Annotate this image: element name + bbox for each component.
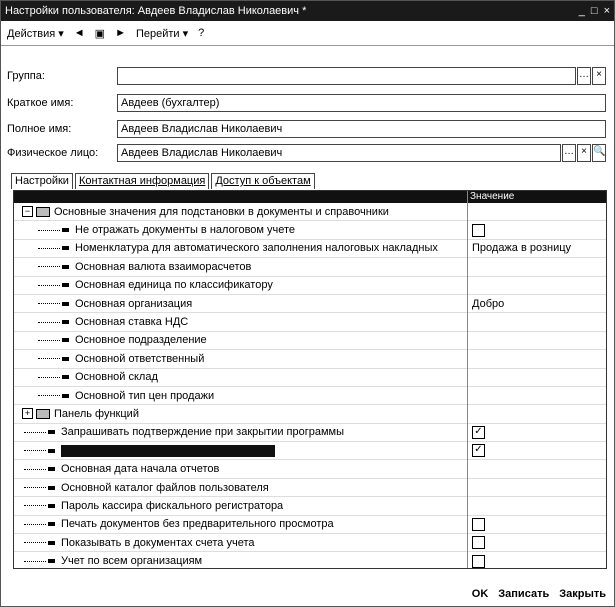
item-marker-icon xyxy=(48,430,55,434)
row-value-cell[interactable] xyxy=(470,552,485,569)
row-label-cell xyxy=(24,552,202,569)
tree-line xyxy=(24,542,46,543)
tab-bar xyxy=(11,173,317,189)
row-label-cell xyxy=(38,387,214,404)
row-label: Основная организация xyxy=(75,297,193,310)
tree-line xyxy=(38,266,60,267)
row-value-cell[interactable] xyxy=(470,479,472,496)
open-icon[interactable]: 🔍 xyxy=(592,144,606,162)
row-value-cell[interactable] xyxy=(470,258,472,275)
checkbox[interactable] xyxy=(472,555,485,568)
row-label xyxy=(61,445,275,457)
row-label: Не отражать документы в налоговом учете xyxy=(75,224,296,237)
short-name-label: Краткое имя: xyxy=(7,97,74,109)
row-label-cell xyxy=(24,442,275,459)
person-label: Физическое лицо: xyxy=(7,147,99,159)
table-row[interactable] xyxy=(14,516,606,534)
tree-line xyxy=(24,487,46,488)
tree-line xyxy=(38,358,60,359)
row-label: Основной склад xyxy=(75,371,158,384)
column-separator xyxy=(467,191,468,568)
tree-line xyxy=(38,285,60,286)
row-label-cell xyxy=(24,534,255,551)
grid-header xyxy=(14,191,606,203)
item-marker-icon xyxy=(48,449,55,453)
row-label-cell xyxy=(24,479,269,496)
maximize-button[interactable]: □ xyxy=(590,5,598,17)
row-value-cell[interactable] xyxy=(470,313,472,330)
table-row[interactable] xyxy=(14,295,606,313)
forward-icon[interactable]: ► xyxy=(115,27,126,39)
select-button[interactable]: … xyxy=(577,67,591,85)
title-bar xyxy=(1,1,614,21)
row-value-cell[interactable] xyxy=(470,350,472,367)
clear-icon[interactable]: × xyxy=(592,67,606,85)
row-label-cell xyxy=(22,405,139,422)
item-marker-icon xyxy=(62,394,69,398)
tree-group-row[interactable] xyxy=(14,203,606,221)
short-name-row xyxy=(7,94,606,112)
item-marker-icon xyxy=(62,265,69,269)
row-label: Основные значения для подстановки в документы и справочники xyxy=(54,205,389,218)
row-value-cell[interactable] xyxy=(470,203,472,220)
item-marker-icon xyxy=(62,228,69,232)
table-row[interactable] xyxy=(14,460,606,478)
settings-grid[interactable] xyxy=(13,190,607,569)
tree-group-row[interactable] xyxy=(14,405,606,423)
save-button[interactable]: Записать xyxy=(498,588,550,600)
back-icon[interactable]: ◄ xyxy=(73,27,85,39)
row-label: Основная валюта взаиморасчетов xyxy=(75,260,252,273)
row-value-cell[interactable] xyxy=(470,516,485,533)
tab-settings[interactable]: Настройки xyxy=(11,173,73,189)
tab-object-access[interactable]: Доступ к объектам xyxy=(211,173,314,189)
row-label-cell xyxy=(38,258,251,275)
row-label: Пароль кассира фискального регистратора xyxy=(61,499,284,512)
help-button[interactable]: ? xyxy=(198,27,205,39)
row-value-cell[interactable] xyxy=(470,295,504,312)
row-value-cell[interactable] xyxy=(470,442,485,459)
minimize-button[interactable]: _ xyxy=(578,5,585,17)
row-label: Основное подразделение xyxy=(75,334,207,347)
row-value-cell[interactable] xyxy=(470,405,472,422)
group-label: Группа: xyxy=(7,70,45,82)
item-marker-icon xyxy=(62,375,69,379)
table-row[interactable] xyxy=(14,313,606,331)
row-value-cell[interactable] xyxy=(470,534,485,551)
row-label-cell xyxy=(24,497,283,514)
tree-line xyxy=(38,340,60,341)
row-label: Панель функций xyxy=(54,407,139,420)
row-value-cell[interactable] xyxy=(470,460,472,477)
checkbox[interactable]: ✓ xyxy=(472,444,485,457)
checkbox[interactable]: ✓ xyxy=(472,426,485,439)
short-name-input[interactable]: Авдеев (бухгалтер) xyxy=(117,94,606,112)
table-row[interactable] xyxy=(14,221,606,239)
item-marker-icon xyxy=(48,467,55,471)
row-label: Основной ответственный xyxy=(75,352,205,365)
table-row[interactable] xyxy=(14,552,606,569)
group-row xyxy=(7,67,606,85)
item-marker-icon xyxy=(48,486,55,490)
folder-icon xyxy=(36,409,50,419)
row-value-cell[interactable] xyxy=(470,277,472,294)
close-button[interactable]: Закрыть xyxy=(559,588,606,600)
full-name-row xyxy=(7,120,606,138)
filter-icon[interactable]: ▣ xyxy=(94,27,106,40)
row-label-cell xyxy=(38,277,273,294)
row-label: Основная единица по классификатору xyxy=(75,279,273,292)
item-marker-icon xyxy=(62,357,69,361)
person-input[interactable]: Авдеев Владислав Николаевич xyxy=(117,144,561,162)
table-row[interactable] xyxy=(14,277,606,295)
row-value: Продажа в розницу xyxy=(472,242,572,255)
row-label-cell xyxy=(22,203,389,220)
go-menu[interactable]: Перейти ▾ xyxy=(135,27,189,40)
window-title: Настройки пользователя: Авдеев Владислав Николаевич * xyxy=(5,5,307,17)
tree-line xyxy=(38,322,60,323)
row-label-cell xyxy=(38,295,192,312)
item-marker-icon xyxy=(62,246,69,250)
person-row xyxy=(7,144,606,162)
row-label-cell xyxy=(38,240,438,257)
row-value-cell[interactable] xyxy=(470,497,472,514)
item-marker-icon xyxy=(62,320,69,324)
row-value: Добро xyxy=(472,297,505,310)
row-label-cell xyxy=(38,313,188,330)
checkbox[interactable] xyxy=(472,518,485,531)
row-value-cell[interactable] xyxy=(470,332,472,349)
full-name-label: Полное имя: xyxy=(7,123,72,135)
tree-line xyxy=(38,248,60,249)
footer-buttons xyxy=(472,588,606,600)
row-label: Печать документов без предварительного просмотра xyxy=(61,518,334,531)
expand-toggle-icon[interactable]: − xyxy=(22,206,33,217)
tree-line xyxy=(24,432,46,433)
tree-line xyxy=(24,505,46,506)
item-marker-icon xyxy=(48,541,55,545)
row-label: Учет по всем организациям xyxy=(61,555,203,568)
table-row[interactable] xyxy=(14,350,606,368)
row-value-cell[interactable] xyxy=(470,387,472,404)
row-label-cell xyxy=(24,460,219,477)
item-marker-icon xyxy=(62,338,69,342)
row-label: Основной каталог файлов пользователя xyxy=(61,481,269,494)
row-label: Основная дата начала отчетов xyxy=(61,463,220,476)
tree-line xyxy=(38,377,60,378)
row-label-cell xyxy=(38,332,207,349)
checkbox[interactable] xyxy=(472,224,485,237)
row-value-cell[interactable] xyxy=(470,369,472,386)
item-marker-icon xyxy=(48,522,55,526)
table-row[interactable] xyxy=(14,369,606,387)
ok-button[interactable]: OK xyxy=(471,588,489,600)
clear-icon[interactable]: × xyxy=(577,144,591,162)
select-button[interactable]: … xyxy=(562,144,576,162)
tree-line xyxy=(24,469,46,470)
table-row[interactable] xyxy=(14,387,606,405)
group-input[interactable] xyxy=(117,67,576,85)
full-name-input[interactable]: Авдеев Владислав Николаевич xyxy=(117,120,606,138)
row-label: Запрашивать подтверждение при закрытии программы xyxy=(61,426,345,439)
row-label-cell xyxy=(38,350,204,367)
close-window-button[interactable]: × xyxy=(603,5,610,17)
row-label: Основной тип цен продажи xyxy=(75,389,215,402)
table-row[interactable] xyxy=(14,534,606,552)
item-marker-icon xyxy=(48,559,55,563)
checkbox[interactable] xyxy=(472,536,485,549)
table-row[interactable] xyxy=(14,442,606,460)
table-row[interactable] xyxy=(14,258,606,276)
row-label: Основная ставка НДС xyxy=(75,316,189,329)
row-label-cell xyxy=(38,369,158,386)
value-column-header: Значение xyxy=(470,191,515,202)
tree-line xyxy=(24,524,46,525)
row-label-cell xyxy=(38,221,295,238)
grid-body xyxy=(14,203,606,569)
item-marker-icon xyxy=(62,302,69,306)
expand-toggle-icon[interactable]: + xyxy=(22,408,33,419)
row-label: Показывать в документах счета учета xyxy=(61,536,255,549)
folder-icon xyxy=(36,207,50,217)
row-value-cell[interactable] xyxy=(470,424,485,441)
row-label-cell xyxy=(24,516,334,533)
table-row[interactable] xyxy=(14,424,606,442)
tree-line xyxy=(38,230,60,231)
table-row[interactable] xyxy=(14,332,606,350)
row-label-cell xyxy=(24,424,344,441)
tree-line xyxy=(38,395,60,396)
item-marker-icon xyxy=(62,283,69,287)
tree-line xyxy=(24,561,46,562)
row-value-cell[interactable] xyxy=(470,240,571,257)
tree-line xyxy=(24,450,46,451)
tree-line xyxy=(38,303,60,304)
table-row[interactable] xyxy=(14,240,606,258)
table-row[interactable] xyxy=(14,479,606,497)
row-value-cell[interactable] xyxy=(470,221,485,238)
table-row[interactable] xyxy=(14,497,606,515)
row-label: Номенклатура для автоматического заполнения налоговых накладных xyxy=(75,242,438,255)
tab-contact-info[interactable]: Контактная информация xyxy=(75,173,209,189)
actions-menu[interactable]: Действия ▾ xyxy=(7,27,64,40)
item-marker-icon xyxy=(48,504,55,508)
toolbar xyxy=(1,21,614,46)
